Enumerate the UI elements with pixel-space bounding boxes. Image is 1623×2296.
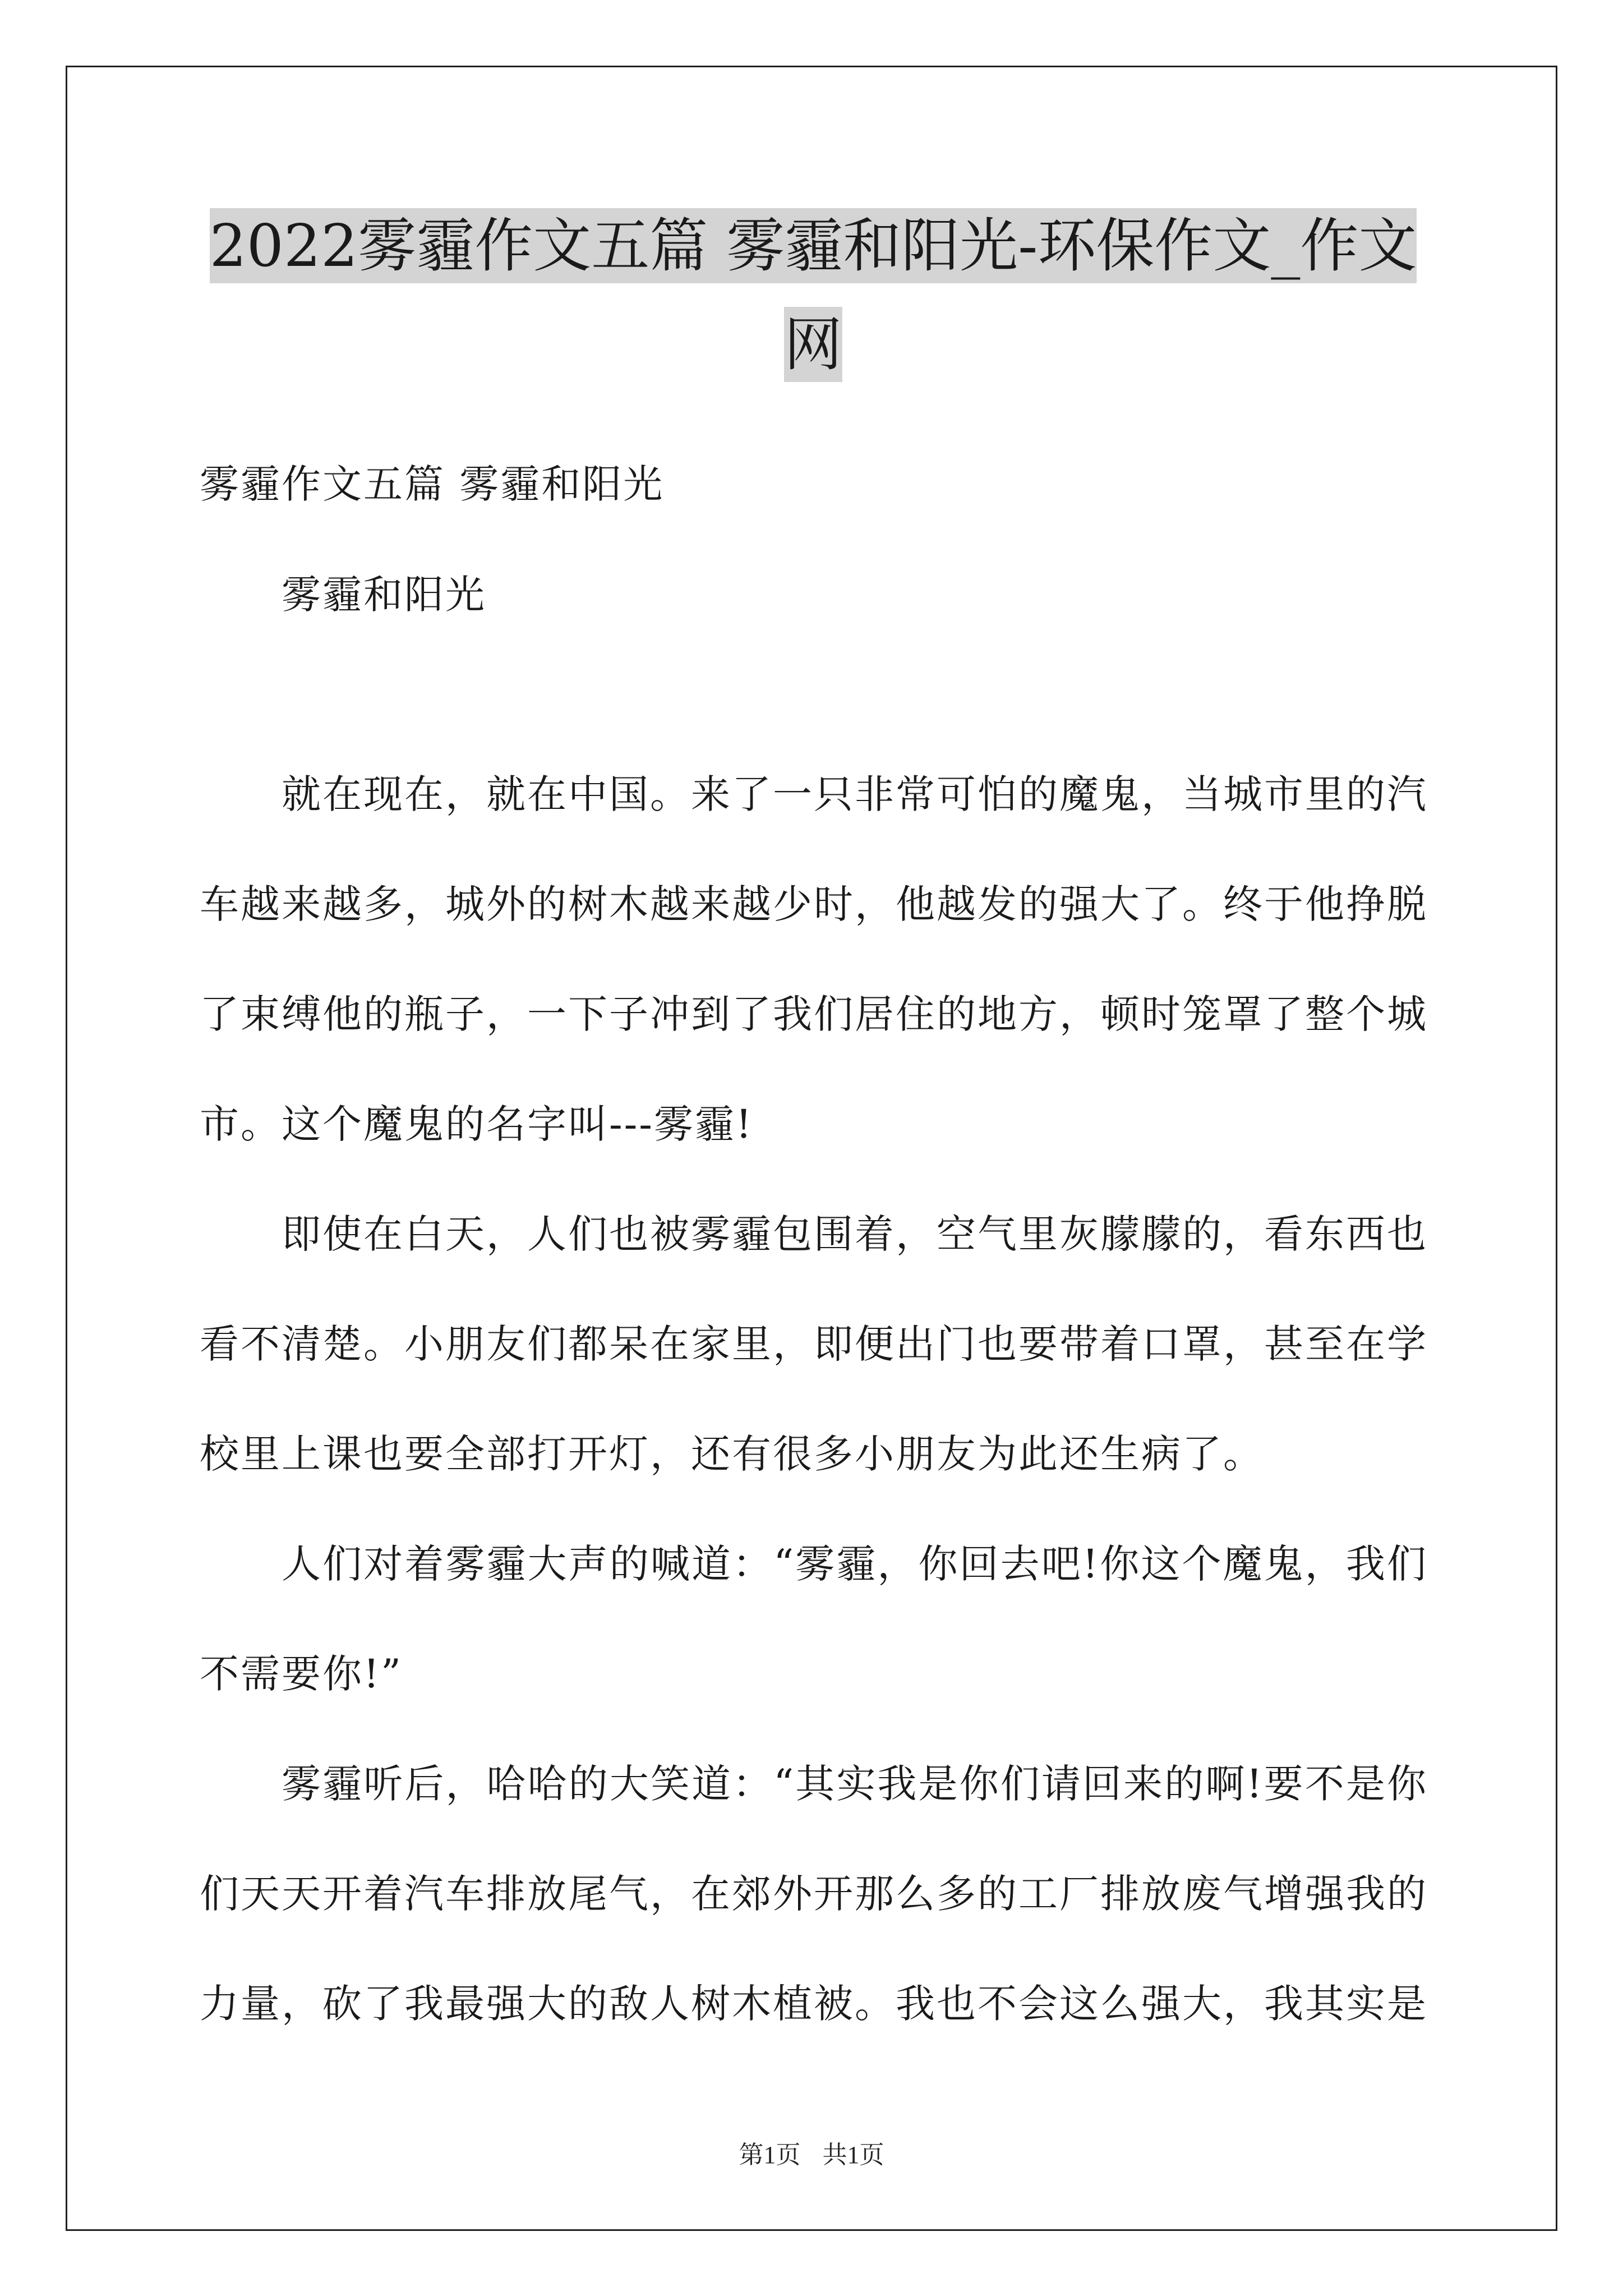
- document-title-block: [196, 196, 1430, 394]
- essay-body: [200, 739, 1428, 2059]
- essay-heading: 雾霾和阳光: [282, 572, 486, 618]
- page-footer: [0, 2134, 1623, 2170]
- paragraph: 即使在白天，人们也被雾霾包围着，空气里灰朦朦的，看东西也看不清楚。小朋友们都呆在家里，即便出门也要带着口罩，甚至在学校里上课也要全部打开灯，还有很多小朋友为此还生病了。: [200, 1211, 1428, 1477]
- paragraph: 人们对着雾霾大声的喊道：“雾霾，你回去吧!你这个魔鬼，我们不需要你!”: [200, 1541, 1428, 1697]
- document-subtitle: 雾霾作文五篇 雾霾和阳光: [200, 461, 665, 507]
- paragraph: 雾霾听后，哈哈的大笑道：“其实我是你们请回来的啊!要不是你们天天开着汽车排放尾气，在郊外开那么多的工厂排放废气增强我的力量，砍了我最强大的敌人树木植被。我也不会这么强大，我其实是: [200, 1761, 1428, 2027]
- page-total: 共1页: [822, 2141, 884, 2169]
- page-number: 第1页: [739, 2141, 801, 2169]
- document-title: 2022雾霾作文五篇 雾霾和阳光-环保作文_作文网: [210, 208, 1417, 382]
- paragraph: 就在现在，就在中国。来了一只非常可怕的魔鬼，当城市里的汽车越来越多，城外的树木越来越少时，他越发的强大了。终于他挣脱了束缚他的瓶子，一下子冲到了我们居住的地方，顿时笼罩了整个城市。这个魔鬼的名字叫---雾霾!: [200, 771, 1428, 1147]
